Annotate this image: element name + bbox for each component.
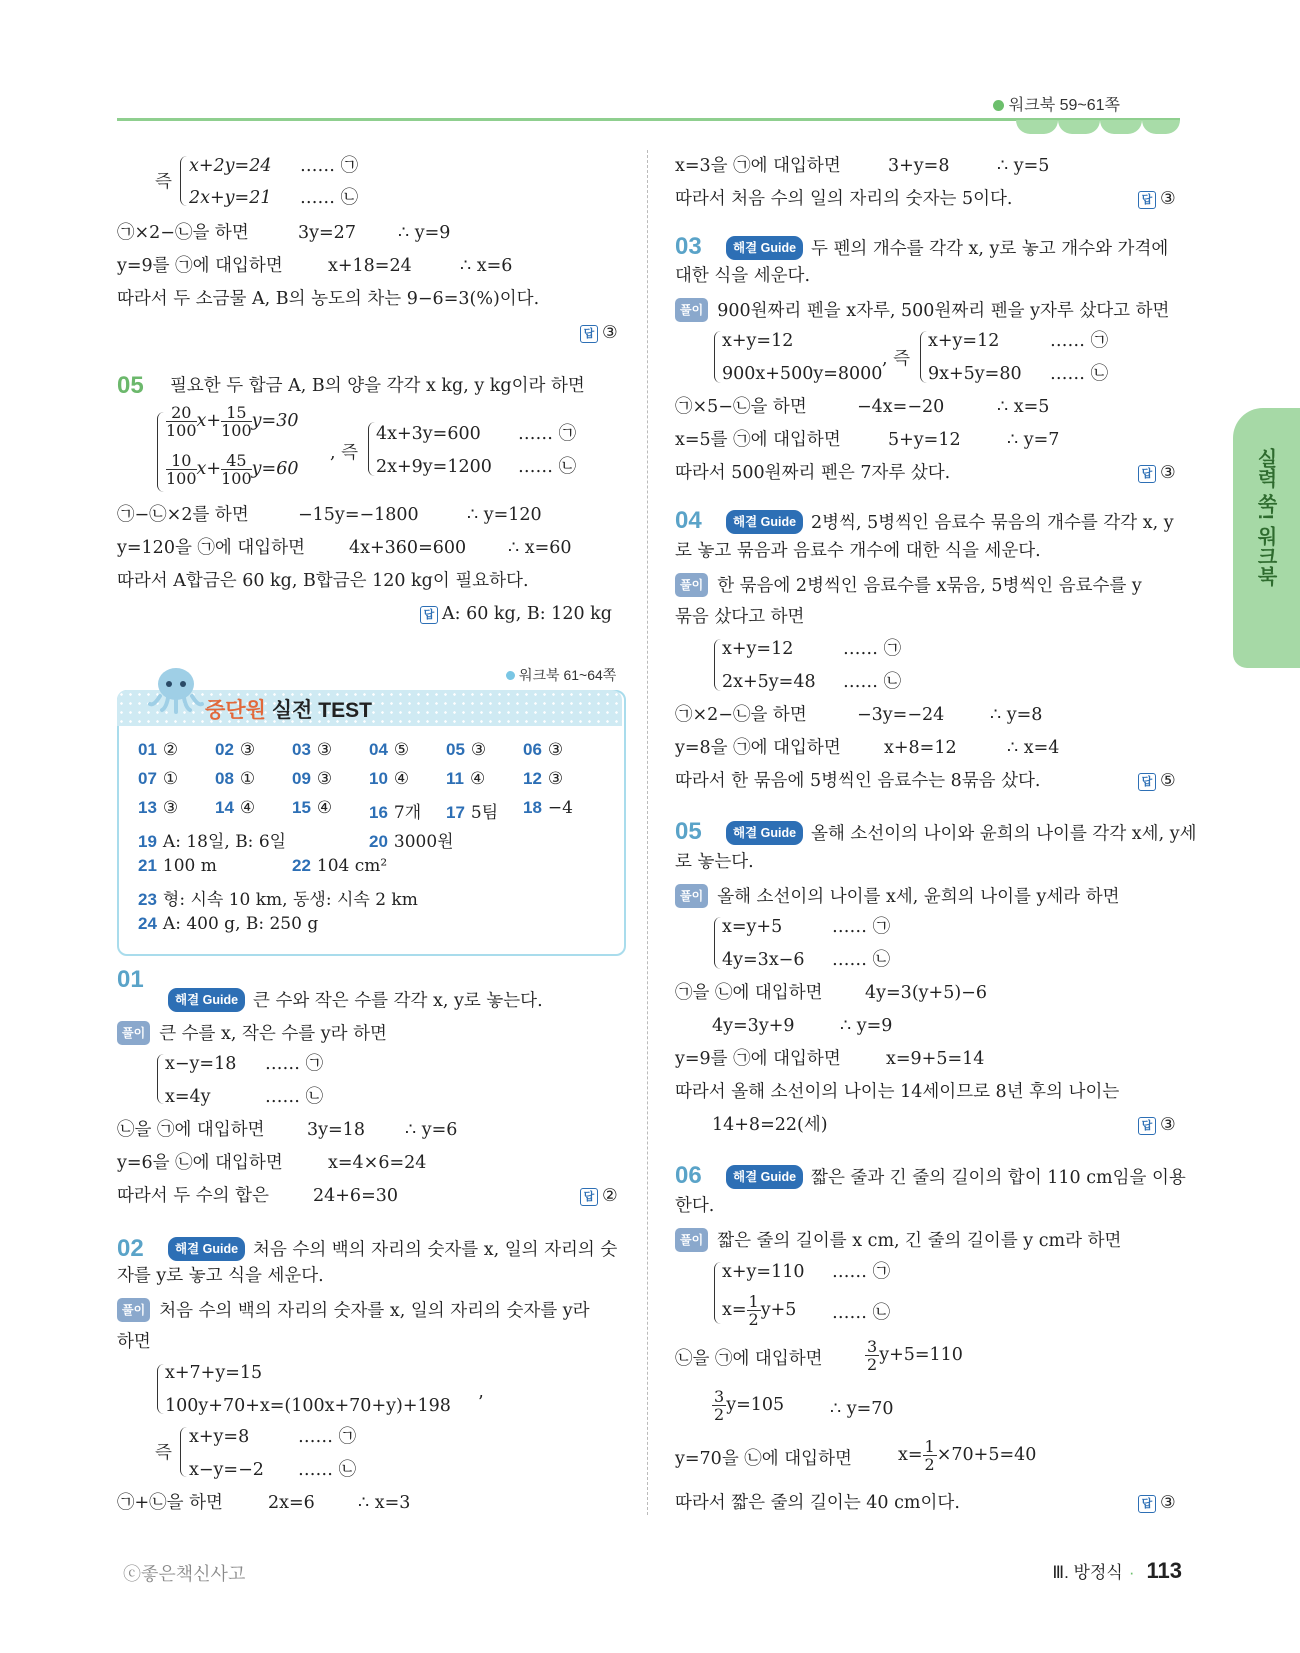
text: , 즉 [330,443,359,463]
guide-badge: 해결 Guide [168,988,245,1012]
test-answer-item [369,769,409,789]
answer: 답 ③ [580,322,618,344]
text: 따라서 두 수의 합은 [117,1186,269,1206]
equation: 4x+3y=600 [376,424,481,444]
solution-line: 풀이 짧은 줄의 길이를 x cm, 긴 줄의 길이를 y cm라 하면 [675,1228,1121,1252]
equation: ∴ y=7 [1007,430,1060,450]
test-item-number: 10 [369,769,388,788]
guide-line: 해결 Guide 두 펜의 개수를 각각 x, y로 놓고 개수와 가격에 [726,236,1168,260]
page-number: 113 [1146,1558,1182,1583]
test-item-number: 03 [292,740,311,759]
equation: 2x=6 [268,1493,315,1513]
test-item-answer: 104 cm² [316,856,388,876]
test-item-number: 14 [215,798,234,817]
test-answer-item [292,769,332,789]
test-item-answer: ⑤ [393,740,410,760]
test-answer-item [446,740,486,760]
equation: 9x+5y=80 [928,364,1022,384]
answer-mark-icon: 답 [1138,1495,1156,1513]
equation: $\frac{10}{100}$ x+ $\frac{45}{100}$ y=60 [166,451,299,488]
guide-line: 해결 Guide 올해 소선이의 나이와 윤희의 나이를 각각 x세, y세 [726,821,1197,845]
equation-tag: …… ㉡ [1050,364,1109,384]
text: 즉 [155,1443,172,1463]
chapter-label: Ⅲ. 방정식 [1052,1563,1123,1582]
equation: ∴ y=8 [990,705,1043,725]
equation-tag: …… ㉡ [298,1460,357,1480]
text: y=9를 ㉠에 대입하면 [117,256,283,276]
text: ㉠+㉡을 하면 [117,1493,223,1513]
brace [714,1262,721,1324]
bullet-dot-icon [993,100,1004,111]
test-workbook-ref: 워크북 61~64쪽 [506,665,616,685]
test-answer-item [138,856,217,876]
equation: x+8=12 [884,738,957,758]
test-answer-item [292,740,332,760]
equation: ∴ y=5 [997,156,1050,176]
question-number: 06 [675,1162,702,1189]
answer: 답 ③ [1138,188,1176,210]
test-item-answer: ③ [316,740,333,760]
equation: 24+6=30 [313,1186,398,1206]
header-workbook-ref: 워크북 59~61쪽 [993,92,1120,115]
equation: x= $\frac{1}{2}$ y+5 [722,1292,797,1329]
equation: x=9+5=14 [886,1049,985,1069]
test-item-number: 19 [138,832,157,851]
equation: −15y=−1800 [298,505,419,525]
solution-line: 풀이 한 묶음에 2병씩인 음료수를 x묶음, 5병씩인 음료수를 y [675,573,1142,597]
test-title: 중단원 실전 TEST [205,699,372,722]
test-item-number: 06 [523,740,542,759]
test-item-answer: 7개 [393,803,422,823]
text: ㉠×2−㉡을 하면 [675,705,807,725]
equation: $\frac{20}{100}$ x+ $\frac{15}{100}$ y=30 [166,403,299,440]
solution-badge: 풀이 [117,1298,150,1322]
equation: x+y=12 [722,639,794,659]
guide-badge: 해결 Guide [726,1165,803,1189]
answer: 답 ③ [1138,462,1176,484]
test-item-answer: ④ [469,769,486,789]
equation: $\frac{3}{2}$ y=105 [714,1387,785,1424]
test-answer-item [138,827,286,852]
solution-badge: 풀이 [675,573,708,597]
equation: 4y=3x−6 [722,950,805,970]
test-item-answer: ① [162,769,179,789]
text: 하면 [117,1332,151,1352]
equation: 4y=3(y+5)−6 [865,983,987,1003]
text: 로 놓는다. [675,852,754,872]
guide-badge: 해결 Guide [726,821,803,845]
text: x=3을 ㉠에 대입하면 [675,156,841,176]
equation-tag: …… ㉠ [832,917,891,937]
text: y=8을 ㉠에 대입하면 [675,738,841,758]
equation: −3y=−24 [857,705,945,725]
question-number: 05 [117,372,144,399]
equation: x−y=−2 [189,1460,264,1480]
answer-mark-icon: 답 [580,325,598,343]
text: 따라서 짧은 줄의 길이는 40 cm이다. [675,1493,960,1513]
equation: 2x+9y=1200 [376,457,492,477]
brace [180,156,187,206]
answer: 답 ③ [1138,1114,1176,1136]
test-item-answer: ③ [316,769,333,789]
solution-badge: 풀이 [675,884,708,908]
equation: ∴ x=60 [508,538,572,558]
test-item-answer: ④ [393,769,410,789]
test-answer-item [138,914,318,934]
test-item-number: 05 [446,740,465,759]
equation: x=4y [165,1087,211,1107]
test-item-answer: ③ [162,798,179,818]
guide-line: 해결 Guide 큰 수와 작은 수를 각각 x, y로 놓는다. [168,988,543,1012]
test-item-number: 13 [138,798,157,817]
test-answer-item [369,798,421,823]
text: x=5를 ㉠에 대입하면 [675,430,841,450]
test-answer-item [138,769,178,789]
test-item-answer: ④ [239,798,256,818]
test-item-number: 24 [138,914,157,933]
text: 묶음 샀다고 하면 [675,607,805,627]
brace [157,1054,164,1104]
test-item-number: 15 [292,798,311,817]
solution-line: 풀이 큰 수를 x, 작은 수를 y라 하면 [117,1021,387,1045]
brace [157,1364,164,1414]
test-item-answer: ② [162,740,179,760]
brace [714,639,721,691]
equation: x+y=12 [722,331,794,351]
test-item-answer: A: 18일, B: 6일 [162,832,287,852]
test-item-number: 02 [215,740,234,759]
text: 따라서 A합금은 60 kg, B합금은 120 kg이 필요하다. [117,571,529,591]
footer-copyright: ⓒ좋은책신사고 [123,1564,246,1584]
text: ㉠을 ㉡에 대입하면 [675,983,823,1003]
equation: ∴ x=6 [460,256,513,276]
test-item-answer: ③ [547,740,564,760]
text: y=9를 ㉠에 대입하면 [675,1049,841,1069]
test-item-answer: ③ [470,740,487,760]
text: 따라서 두 소금물 A, B의 농도의 차는 9−6=3(%)이다. [117,289,540,309]
equation: ∴ x=5 [997,397,1050,417]
test-item-answer: 100 m [162,856,217,876]
test-item-number: 08 [215,769,234,788]
solution-badge: 풀이 [675,298,708,322]
equation: x+y=8 [189,1427,250,1447]
question-text: 필요한 두 합금 A, B의 양을 각각 x kg, y kg이라 하면 [170,376,585,396]
text: y=120을 ㉠에 대입하면 [117,538,306,558]
text: ㉡을 ㉠에 대입하면 [675,1349,823,1369]
equation: ∴ x=3 [358,1493,411,1513]
test-item-answer: 형: 시속 10 km, 동생: 시속 2 km [162,890,418,910]
answer: 답 A: 60 kg, B: 120 kg [420,603,612,625]
test-item-number: 16 [369,803,388,822]
answer: 답 ⑤ [1138,770,1176,792]
question-number: 04 [675,507,702,534]
equation: ∴ y=6 [405,1120,458,1140]
equation: 2x+5y=48 [722,672,816,692]
guide-line: 해결 Guide 2병씩, 5병씩인 음료수 묶음의 개수를 각각 x, y [726,510,1174,534]
equation: 900x+500y=8000 [722,364,883,384]
test-answer-item [369,827,454,852]
solution-badge: 풀이 [675,1228,708,1252]
equation: −4x=−20 [857,397,945,417]
text: 대한 식을 세운다. [675,266,811,286]
text: ’ [478,1393,484,1413]
test-item-answer: ④ [316,798,333,818]
header-wave-decoration [1016,120,1058,134]
column-divider [647,150,648,1515]
header-wave-decoration [1058,120,1100,134]
equation: x+7+y=15 [165,1363,263,1383]
solution-line: 풀이 올해 소선이의 나이를 x세, 윤희의 나이를 y세라 하면 [675,884,1120,908]
test-item-number: 21 [138,856,157,875]
brace [714,331,721,383]
brace [368,422,375,476]
answer-mark-icon: 답 [580,1188,598,1206]
test-item-answer: 3000원 [393,832,454,852]
equation: ∴ y=9 [398,223,451,243]
equation: 4y=3y+9 [712,1016,795,1036]
guide-badge: 해결 Guide [726,510,803,534]
equation-tag: …… ㉠ [832,1262,891,1282]
text: ㉠−㉡×2를 하면 [117,505,249,525]
test-answer-item [138,740,178,760]
test-item-number: 17 [446,803,465,822]
text: 따라서 500원짜리 펜은 7자루 샀다. [675,463,951,483]
question-number: 02 [117,1235,144,1262]
test-answer-item [523,740,563,760]
text: 따라서 한 묶음에 5병씩인 음료수는 8묶음 샀다. [675,771,1041,791]
guide-badge: 해결 Guide [726,236,803,260]
text: ㉡을 ㉠에 대입하면 [117,1120,265,1140]
test-item-answer: A: 400 g, B: 250 g [162,914,319,934]
equation-tag: …… ㉠ [843,639,902,659]
answer-mark-icon: 답 [420,606,438,624]
guide-line: 해결 Guide 짧은 줄과 긴 줄의 길이의 합이 110 cm임을 이용 [726,1165,1186,1189]
test-answer-item [369,740,409,760]
equation: 3y=18 [307,1120,365,1140]
side-tab-label: 실력 쑥! 워크북 [1254,448,1276,586]
test-answer-item [215,798,255,818]
equation-tag: …… ㉠ [300,156,359,176]
equation-tag: …… ㉡ [518,457,577,477]
text: ㉠×2−㉡을 하면 [117,223,249,243]
test-item-answer: 5팀 [470,803,499,823]
test-answer-item [292,798,332,818]
test-item-number: 11 [446,769,464,788]
equation-tag: …… ㉡ [832,1303,891,1323]
answer-mark-icon: 답 [1138,773,1156,791]
equation: 100y+70+x=(100x+70+y)+198 [165,1396,451,1416]
brace [920,331,927,383]
equation-tag: …… ㉠ [518,424,577,444]
brace [714,917,721,969]
equation-tag: …… ㉠ [298,1427,357,1447]
test-item-number: 07 [138,769,157,788]
equation: ∴ y=120 [467,505,542,525]
equation-tag: …… ㉡ [832,950,891,970]
bullet-dot-icon [506,671,515,680]
guide-badge: 해결 Guide [168,1237,245,1261]
solution-line: 풀이 처음 수의 백의 자리의 숫자를 x, 일의 자리의 숫자를 y라 [117,1298,590,1322]
equation-tag: …… ㉠ [265,1054,324,1074]
equation-tag: …… ㉠ [1050,331,1109,351]
equation-tag: …… ㉡ [265,1087,324,1107]
test-answer-item [523,769,563,789]
equation: x+y=110 [722,1262,805,1282]
test-answer-item [446,769,485,789]
text: ㉠×5−㉡을 하면 [675,397,807,417]
test-answer-item [215,740,255,760]
answer: 답 ③ [1138,1492,1176,1514]
equation: x−y=18 [165,1054,237,1074]
guide-line: 해결 Guide 처음 수의 백의 자리의 숫자를 x, 일의 자리의 숫 [168,1237,617,1261]
answer: 답 ② [580,1185,618,1207]
test-answer-item [446,798,498,823]
test-item-number: 22 [292,856,311,875]
brace [180,1427,187,1477]
test-item-answer: ③ [239,740,256,760]
test-answer-item [523,798,573,818]
test-item-answer: ① [239,769,256,789]
equation: 5+y=12 [888,430,961,450]
test-item-answer: −4 [547,798,573,818]
equation: x+y=12 [928,331,1000,351]
equation-tag: …… ㉡ [300,188,359,208]
header-wave-decoration [1100,120,1142,134]
test-item-number: 20 [369,832,388,851]
equation: x+18=24 [328,256,412,276]
test-item-number: 23 [138,890,157,909]
text: , 즉 [882,349,911,369]
test-answer-item [138,885,418,910]
equation: 14+8=22(세) [712,1115,828,1135]
equation: x=4×6=24 [328,1153,427,1173]
solution-line: 풀이 900원짜리 펜을 x자루, 500원짜리 펜을 y자루 샀다고 하면 [675,298,1169,322]
answer-mark-icon: 답 [1138,1117,1156,1135]
question-number: 05 [675,818,702,845]
text: 자를 y로 놓고 식을 세운다. [117,1266,324,1286]
equation: $\frac{3}{2}$ y+5=110 [867,1337,963,1374]
test-answer-item [138,798,178,818]
octopus-icon [148,664,204,714]
test-answer-item [292,856,387,876]
equation-tag: …… ㉡ [843,672,902,692]
equation: ∴ y=9 [840,1016,893,1036]
test-answer-item [215,769,255,789]
answer-mark-icon: 답 [1138,191,1156,209]
test-item-number: 04 [369,740,388,759]
equation: 3y=27 [298,223,356,243]
equation: x+2y=24 [189,156,272,176]
text: 한다. [675,1196,715,1216]
text: y=70을 ㉡에 대입하면 [675,1449,852,1469]
equation: 2x+y=21 [189,188,272,208]
text: 즉 [155,172,172,192]
equation: ∴ y=70 [830,1399,894,1419]
equation: x= $\frac{1}{2}$ ×70+5=40 [898,1437,1037,1474]
equation: ∴ x=4 [1007,738,1060,758]
test-item-number: 18 [523,798,542,817]
answer-mark-icon: 답 [1138,465,1156,483]
equation: x=y+5 [722,917,783,937]
text: y=6을 ㉡에 대입하면 [117,1153,283,1173]
test-item-answer: ③ [547,769,564,789]
equation: 3+y=8 [888,156,950,176]
text: 따라서 처음 수의 일의 자리의 숫자는 5이다. [675,189,1013,209]
header-wave-decoration [1142,120,1180,134]
solution-badge: 풀이 [117,1021,150,1045]
test-item-number: 01 [138,740,157,759]
footer-page-info: Ⅲ. 방정식 · 113 [1052,1558,1182,1583]
question-number: 01 [117,966,144,993]
equation: 4x+360=600 [349,538,467,558]
question-number: 03 [675,233,702,260]
text: 따라서 올해 소선이의 나이는 14세이므로 8년 후의 나이는 [675,1082,1120,1102]
side-tab[interactable] [1233,408,1300,668]
brace [157,412,164,492]
test-item-number: 12 [523,769,542,788]
text: 로 놓고 묶음과 음료수 개수에 대한 식을 세운다. [675,541,1041,561]
test-item-number: 09 [292,769,311,788]
